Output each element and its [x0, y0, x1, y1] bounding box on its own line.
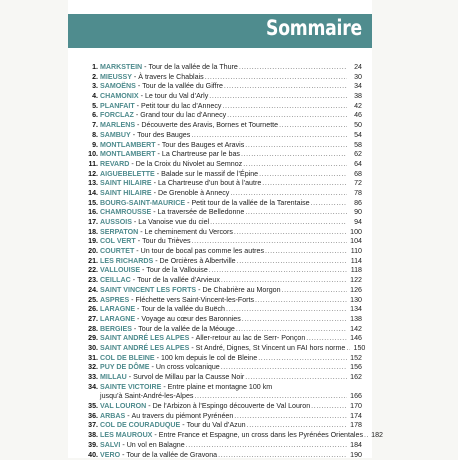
dot-leader	[191, 131, 347, 141]
toc-entry[interactable]	[78, 150, 362, 160]
entry-place: LARAGNE	[100, 315, 135, 325]
entry-number: 27.	[78, 315, 98, 325]
entry-separator: -	[142, 63, 148, 73]
toc-entry[interactable]	[78, 363, 362, 373]
dot-leader	[245, 373, 347, 383]
dot-leader	[245, 141, 347, 151]
entry-separator: -	[138, 228, 144, 238]
entry-description: Au travers du piémont Pyrénéen	[132, 412, 234, 422]
entry-number: 5.	[78, 102, 98, 112]
entry-place: CHAMROUSSE	[100, 208, 151, 218]
entry-page-number: 174	[348, 412, 362, 422]
toc-entry[interactable]	[78, 208, 362, 218]
dot-leader	[265, 247, 347, 257]
toc-entry[interactable]	[78, 296, 362, 306]
entry-page-number: 134	[348, 305, 362, 315]
dot-leader	[234, 412, 347, 422]
dot-leader	[218, 451, 347, 460]
toc-entry[interactable]	[78, 218, 362, 228]
entry-separator: -	[132, 218, 138, 228]
entry-description: Tour de la vallée de la Méouge	[138, 325, 235, 335]
entry-number: 30.	[78, 344, 98, 354]
entry-page-number: 122	[348, 276, 362, 286]
dot-leader	[241, 150, 347, 160]
toc-entry[interactable]	[78, 305, 362, 315]
toc-entry[interactable]	[78, 92, 362, 102]
dot-leader	[234, 228, 347, 238]
entry-separator: -	[134, 111, 140, 121]
entry-separator: -	[152, 431, 158, 441]
document-page	[68, 0, 372, 458]
entry-description: Tour de la vallée d’Arvieux	[137, 276, 220, 286]
dot-leader	[230, 189, 347, 199]
toc-entry[interactable]	[78, 402, 362, 412]
entry-place: BOURG-SAINT-MAURICE	[100, 199, 185, 209]
entry-separator: -	[127, 373, 133, 383]
entry-place: CHAMONIX	[100, 92, 139, 102]
entry-separator: -	[139, 92, 145, 102]
dot-leader	[221, 276, 347, 286]
toc-entry[interactable]	[78, 383, 362, 393]
toc-entry[interactable]	[78, 199, 362, 209]
dot-leader	[255, 296, 347, 306]
entry-separator: -	[132, 325, 138, 335]
entry-description: Petit tour du lac d’Annecy	[141, 102, 221, 112]
table-of-contents	[78, 63, 362, 460]
entry-separator: -	[150, 363, 156, 373]
entry-place: SAINT HILAIRE	[100, 189, 152, 199]
entry-page-number: 42	[348, 102, 362, 112]
entry-place: AIGUEBELETTE	[100, 170, 155, 180]
entry-description: Survol de Millau par la Causse Noir	[133, 373, 244, 383]
entry-place: SERPATON	[100, 228, 138, 238]
toc-entry[interactable]	[78, 121, 362, 131]
entry-separator: -	[132, 73, 138, 83]
entry-description: Un cross volcanique	[156, 363, 220, 373]
entry-place: COL VERT	[100, 237, 136, 247]
entry-page-number: 156	[348, 363, 362, 373]
entry-description: Aller-retour au lac de Serr- Ponçon	[196, 334, 306, 344]
entry-page-number: 24	[348, 63, 362, 73]
entry-number: 2.	[78, 73, 98, 83]
entry-number: 36.	[78, 412, 98, 422]
entry-page-number: 118	[348, 266, 362, 276]
entry-place: VERO	[100, 451, 120, 460]
entry-number: 10.	[78, 150, 98, 160]
dot-leader	[306, 334, 347, 344]
entry-number: 34.	[78, 383, 98, 393]
entry-description: Tour de la vallée du Buëch	[141, 305, 225, 315]
entry-page-number: 86	[348, 199, 362, 209]
toc-entry[interactable]	[78, 431, 362, 441]
entry-place: LARAGNE	[100, 305, 135, 315]
entry-page-number: 38	[348, 92, 362, 102]
entry-page-number: 152	[348, 354, 362, 364]
dot-leader	[364, 431, 368, 441]
toc-entry[interactable]	[78, 266, 362, 276]
dot-leader	[279, 121, 347, 131]
entry-separator: -	[146, 402, 152, 412]
entry-page-number: 34	[348, 82, 362, 92]
entry-separator: -	[180, 421, 186, 431]
dot-leader	[192, 237, 347, 247]
toc-entry[interactable]	[78, 179, 362, 189]
toc-entry-continuation	[78, 392, 362, 402]
entry-separator: -	[135, 315, 141, 325]
toc-entry[interactable]	[78, 354, 362, 364]
entry-number: 29.	[78, 334, 98, 344]
toc-entry[interactable]	[78, 421, 362, 431]
entry-place: MARLENS	[100, 121, 135, 131]
entry-separator: -	[153, 257, 159, 267]
dot-leader	[226, 305, 347, 315]
entry-separator: -	[152, 189, 158, 199]
entry-separator: -	[136, 82, 142, 92]
entry-number: 38.	[78, 431, 98, 441]
entry-description: Voyage au cœur des Baronnies	[141, 315, 240, 325]
entry-description: St André, Dignes, St Vincent un FAI hors norme	[196, 344, 346, 354]
entry-place: LES MAUROUX	[100, 431, 152, 441]
entry-place: SAINT ANDRÉ LES ALPES	[100, 334, 189, 344]
toc-entry[interactable]	[78, 276, 362, 286]
entry-place: BERGIES	[100, 325, 132, 335]
entry-separator: -	[129, 160, 135, 170]
entry-page-number: 50	[348, 121, 362, 131]
entry-description: Tour du Trièves	[142, 237, 191, 247]
entry-page-number: 126	[348, 286, 362, 296]
entry-number: 24.	[78, 286, 98, 296]
dot-leader	[209, 92, 347, 102]
entry-place: SAINT ANDRÉ LES ALPES	[100, 344, 189, 354]
toc-entry[interactable]	[78, 73, 362, 83]
toc-entry[interactable]	[78, 451, 362, 460]
entry-description: De Grenoble à Annecy	[158, 189, 229, 199]
entry-page-number: 68	[348, 170, 362, 180]
dot-leader	[209, 266, 347, 276]
entry-description: Tour des Bauges	[137, 131, 190, 141]
entry-number: 6.	[78, 111, 98, 121]
entry-place: MIEUSSY	[100, 73, 132, 83]
entry-place: PLANFAIT	[100, 102, 135, 112]
entry-number: 26.	[78, 305, 98, 315]
toc-entry[interactable]	[78, 286, 362, 296]
dot-leader	[258, 354, 347, 364]
entry-description: Fléchette vers Saint-Vincent-les-Forts	[135, 296, 254, 306]
entry-place: SAINT VINCENT LES FORTS	[100, 286, 196, 296]
entry-separator: -	[196, 286, 202, 296]
entry-number: 23.	[78, 276, 98, 286]
entry-description: Balade sur le massif de l’Épine	[161, 170, 258, 180]
entry-place: REVARD	[100, 160, 129, 170]
entry-number: 25.	[78, 296, 98, 306]
entry-separator: -	[156, 150, 162, 160]
entry-place: COL DE COURADUQUE	[100, 421, 180, 431]
entry-place: COL DE BLEINE	[100, 354, 155, 364]
toc-entry[interactable]	[78, 63, 362, 73]
entry-place: CEILLAC	[100, 276, 131, 286]
entry-place: ARBAS	[100, 412, 125, 422]
dot-leader	[224, 82, 347, 92]
entry-page-number: 104	[348, 237, 362, 247]
entry-page-number: 170	[348, 402, 362, 412]
entry-number: 8.	[78, 131, 98, 141]
dot-leader	[237, 257, 347, 267]
entry-place: ASPRES	[100, 296, 129, 306]
dot-leader	[221, 363, 347, 373]
entry-place: MONTLAMBERT	[100, 150, 156, 160]
entry-place: SALVI	[100, 441, 120, 451]
entry-description: La Vanoise vue du ciel	[138, 218, 209, 228]
entry-page-number: 110	[348, 247, 362, 257]
entry-separator: -	[151, 208, 157, 218]
entry-description: 100 km depuis le col de Bleine	[161, 354, 257, 364]
dot-leader	[242, 315, 347, 325]
toc-entry[interactable]	[78, 102, 362, 112]
entry-page-number: 150	[351, 344, 365, 354]
entry-description: Le cheminement du Vercors	[145, 228, 233, 238]
entry-description: Tour de la vallée du Giffre	[142, 82, 223, 92]
entry-place: SAMOËNS	[100, 82, 136, 92]
entry-number: 32.	[78, 363, 98, 373]
entry-number: 1.	[78, 63, 98, 73]
dot-leader	[243, 160, 347, 170]
entry-description: Entre plaine et montagne 100 km	[168, 383, 348, 393]
entry-separator: -	[189, 334, 195, 344]
dot-leader	[247, 421, 347, 431]
entry-place: VALLOUISE	[100, 266, 140, 276]
entry-separator: -	[129, 296, 135, 306]
entry-page-number: 114	[348, 257, 362, 267]
entry-number: 14.	[78, 189, 98, 199]
entry-description: Petit tour de la vallée de la Tarentaise	[191, 199, 309, 209]
entry-page-number: 190	[348, 451, 362, 460]
dot-leader	[210, 218, 347, 228]
dot-leader	[311, 199, 347, 209]
entry-separator: -	[140, 266, 146, 276]
entry-number: 28.	[78, 325, 98, 335]
entry-number: 17.	[78, 218, 98, 228]
toc-entry[interactable]	[78, 441, 362, 451]
dot-leader	[262, 179, 347, 189]
toc-entry[interactable]	[78, 228, 362, 238]
entry-description: Tour de la vallée de Gravona	[126, 451, 217, 460]
toc-entry[interactable]	[78, 189, 362, 199]
entry-separator: -	[120, 441, 126, 451]
toc-entry[interactable]	[78, 160, 362, 170]
entry-separator: -	[189, 344, 195, 354]
entry-description: Un vol en Balagne	[127, 441, 185, 451]
dot-leader	[259, 170, 347, 180]
toc-entry[interactable]	[78, 412, 362, 422]
dot-leader	[245, 208, 347, 218]
entry-number: 33.	[78, 373, 98, 383]
entry-separator: -	[131, 276, 137, 286]
entry-description-continued: jusqu’à Saint-André-les-Alpes	[100, 392, 193, 402]
entry-description: La Chartreuse d’un bout à l’autre	[158, 179, 261, 189]
dot-leader	[227, 111, 347, 121]
entry-number: 9.	[78, 141, 98, 151]
entry-separator: -	[120, 451, 126, 460]
entry-place: MONTLAMBERT	[100, 141, 156, 151]
entry-separator: -	[152, 179, 158, 189]
entry-number: 3.	[78, 82, 98, 92]
entry-description: Grand tour du lac d’Annecy	[140, 111, 226, 121]
entry-separator: -	[185, 199, 191, 209]
entry-page-number: 78	[348, 189, 362, 199]
entry-place: MILLAU	[100, 373, 127, 383]
toc-entry[interactable]	[78, 334, 362, 344]
toc-entry[interactable]	[78, 373, 362, 383]
entry-separator: -	[125, 412, 131, 422]
page-title: Sommaire	[266, 16, 362, 40]
entry-separator: -	[135, 121, 141, 131]
entry-description: Découverte des Aravis, Bornes et Tournette	[141, 121, 278, 131]
entry-separator: -	[134, 247, 140, 257]
entry-number: 39.	[78, 441, 98, 451]
dot-leader	[239, 63, 347, 73]
toc-entry[interactable]	[78, 344, 362, 354]
toc-entry[interactable]	[78, 325, 362, 335]
entry-place: MARKSTEIN	[100, 63, 142, 73]
entry-number: 15.	[78, 199, 98, 209]
entry-description: Un tour de bocal pas comme les autres	[141, 247, 264, 257]
entry-separator: -	[135, 305, 141, 315]
entry-separator: -	[131, 131, 137, 141]
entry-place: SAINTE VICTOIRE	[100, 383, 161, 393]
entry-page-number: 146	[348, 334, 362, 344]
entry-page-number: 182	[369, 431, 383, 441]
entry-separator: -	[155, 354, 161, 364]
entry-page-number: 72	[348, 179, 362, 189]
dot-leader	[186, 441, 347, 451]
entry-separator: -	[135, 102, 141, 112]
toc-entry[interactable]	[78, 257, 362, 267]
entry-description: De Orcières à Albertville	[160, 257, 236, 267]
toc-entry[interactable]	[78, 131, 362, 141]
entry-number: 18.	[78, 228, 98, 238]
entry-number: 7.	[78, 121, 98, 131]
entry-page-number: 94	[348, 218, 362, 228]
entry-description: Entre France et Espagne, un cross dans les Pyrénées Orientales	[159, 431, 363, 441]
entry-separator: -	[161, 383, 167, 393]
entry-place: LES RICHARDS	[100, 257, 153, 267]
entry-number: 4.	[78, 92, 98, 102]
entry-number: 19.	[78, 237, 98, 247]
entry-page-number: 58	[348, 141, 362, 151]
entry-number: 40.	[78, 451, 98, 460]
entry-page-number: 142	[348, 325, 362, 335]
entry-place: AUSSOIS	[100, 218, 132, 228]
dot-leader	[346, 344, 350, 354]
dot-leader	[205, 73, 347, 83]
entry-page-number: 184	[348, 441, 362, 451]
entry-page-number: 166	[348, 392, 362, 402]
entry-number: 13.	[78, 179, 98, 189]
dot-leader	[311, 402, 347, 412]
toc-entry[interactable]	[78, 170, 362, 180]
entry-description: Tour de la Vallouise	[146, 266, 207, 276]
toc-entry[interactable]	[78, 315, 362, 325]
entry-number: 37.	[78, 421, 98, 431]
entry-description: La traversée de Belledonne	[158, 208, 245, 218]
entry-description: De Chabrière au Morgon	[202, 286, 280, 296]
entry-page-number: 64	[348, 160, 362, 170]
entry-description: À travers le Chablais	[138, 73, 203, 83]
entry-number: 20.	[78, 247, 98, 257]
entry-page-number: 46	[348, 111, 362, 121]
entry-description: De la Croix du Nivolet au Semnoz	[136, 160, 242, 170]
toc-entry[interactable]	[78, 237, 362, 247]
dot-leader	[282, 286, 347, 296]
entry-place: PUY DE DÔME	[100, 363, 150, 373]
dot-leader	[236, 325, 347, 335]
entry-place: VAL LOURON	[100, 402, 146, 412]
toc-entry[interactable]	[78, 141, 362, 151]
entry-number: 31.	[78, 354, 98, 364]
toc-entry[interactable]	[78, 247, 362, 257]
entry-description: Le tour du Val d’Arly	[145, 92, 208, 102]
entry-separator: -	[156, 141, 162, 151]
entry-place: SAINT HILAIRE	[100, 179, 152, 189]
entry-description: Tour de la vallée de la Thure	[148, 63, 237, 73]
toc-entry[interactable]	[78, 111, 362, 121]
entry-page-number: 138	[348, 315, 362, 325]
entry-page-number: 62	[348, 150, 362, 160]
entry-place: FORCLAZ	[100, 111, 134, 121]
entry-page-number: 162	[348, 373, 362, 383]
dot-leader	[222, 102, 347, 112]
entry-page-number: 54	[348, 131, 362, 141]
toc-entry[interactable]	[78, 82, 362, 92]
entry-description: La Chartreuse par le bas	[162, 150, 240, 160]
entry-number: 12.	[78, 170, 98, 180]
entry-separator: -	[155, 170, 161, 180]
entry-place: COURTET	[100, 247, 134, 257]
entry-description: De l’Arbizon à l’Espingo découverte de Val Louron	[153, 402, 311, 412]
entry-description: Tour du Val d’Azun	[187, 421, 246, 431]
entry-page-number: 130	[348, 296, 362, 306]
entry-number: 21.	[78, 257, 98, 267]
entry-page-number: 90	[348, 208, 362, 218]
entry-page-number: 100	[348, 228, 362, 238]
entry-page-number: 178	[348, 421, 362, 431]
entry-number: 35.	[78, 402, 98, 412]
entry-page-number: 30	[348, 73, 362, 83]
entry-separator: -	[136, 237, 142, 247]
entry-number: 16.	[78, 208, 98, 218]
entry-number: 22.	[78, 266, 98, 276]
dot-leader	[194, 392, 347, 402]
entry-place: SAMBUY	[100, 131, 131, 141]
entry-description: Tour des Bauges et Aravis	[162, 141, 244, 151]
entry-number: 11.	[78, 160, 98, 170]
title-banner	[68, 14, 372, 48]
